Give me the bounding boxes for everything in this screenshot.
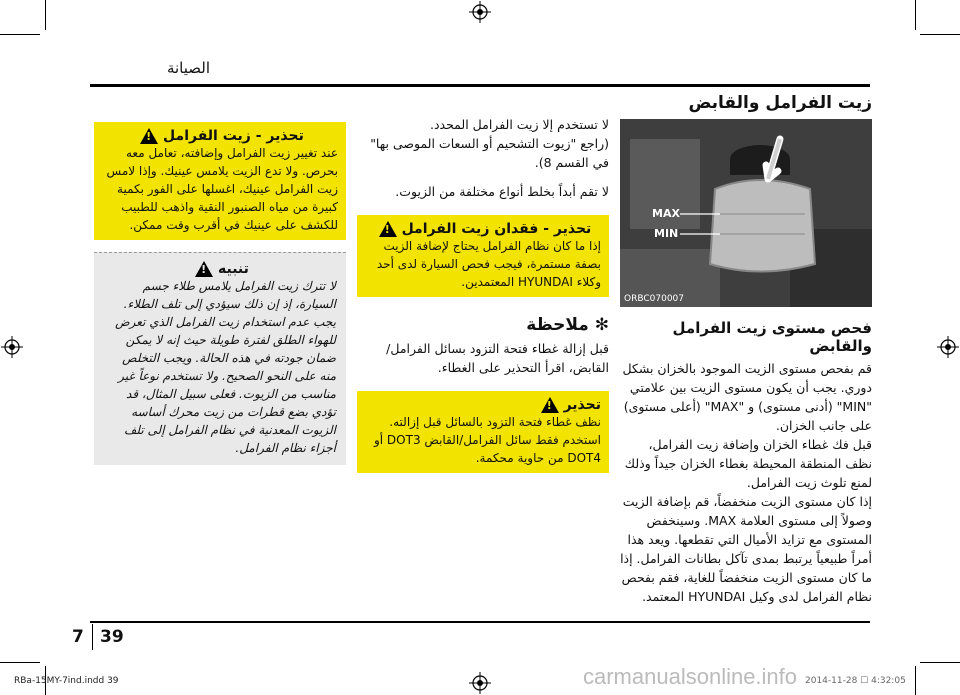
section-header: الصيانة xyxy=(166,59,210,77)
no-mix-text: لا تقم أبداً بخلط أنواع مختلفة من الزيوت. xyxy=(395,184,609,199)
warning-text: إذا ما كان نظام الفرامل يحتاج لإضافة الزيت بصفة مستمرة، فيجب فحص السيارة لدى أحد وكلاء HYUNDAI المعتمدين. xyxy=(376,239,601,289)
crop-mark xyxy=(920,34,960,35)
print-stamp: 2014-11-28 ☐ 4:32:05 xyxy=(805,676,906,686)
photo-code: ORBC070007 xyxy=(624,294,684,304)
registration-mark-icon xyxy=(469,672,491,694)
refer-text: (راجع "زيوت التشحيم أو السعات الموصى بها" في القسم 8). xyxy=(370,136,609,170)
brake-fluid-warning-box xyxy=(94,122,346,240)
caution-title: تنبيه xyxy=(217,261,249,277)
warning-triangle-icon xyxy=(541,397,559,413)
watermark: carmanualsonline.info xyxy=(583,664,798,689)
middle-column xyxy=(357,115,609,473)
caution-triangle-icon xyxy=(195,261,213,277)
page-divider xyxy=(92,624,93,650)
file-slug: RBa-15MY-7ind.indd 39 xyxy=(14,676,119,686)
registration-mark-icon xyxy=(469,1,491,23)
registration-mark-icon xyxy=(937,336,959,358)
right-column xyxy=(620,93,872,606)
left-column xyxy=(94,122,346,465)
crop-mark xyxy=(0,662,40,663)
note-text: قبل إزالة غطاء فتحة التزود بسائل الفرامل/القابض، اقرأ التحذير على الغطاء. xyxy=(386,341,609,375)
warning-triangle-icon xyxy=(140,128,158,144)
crop-mark xyxy=(45,0,46,30)
page-number: 39 xyxy=(100,627,124,647)
crop-mark xyxy=(920,662,960,663)
crop-mark xyxy=(915,666,916,695)
warning-triangle-icon xyxy=(379,221,397,237)
header-rule xyxy=(90,84,870,87)
clean-paragraph: قبل فك غطاء الخزان وإضافة زيت الفرامل، نظف المنطقة المحيطة بغطاء الخزان جيداً وذلك لمنع تلوث زيت الفرامل. xyxy=(624,437,872,490)
crop-mark xyxy=(0,34,40,35)
chapter-number: 7 xyxy=(72,627,84,647)
caution-text: لا تترك زيت الفرامل يلامس طلاء جسم السيارة، إذ إن ذلك سيؤدي إلى تلف الطلاء. يجب عدم استخدام زيت الفرامل الذي تعرض للهواء الطلق لفترة طويلة حيث إنه لا يمكن ضمان جودته في هذه الحالة. ويجب التخلص منه على النحو الصحيح. ولا تستخدم نوعاً غير مناسب من الزيوت. فعلى سبيل المثال، قد تؤدي بضع قطرات من زيت محرك أساسه الزيوت المعدنية في نظام الفرامل إلى تلف أجزاء نظام الفرامل. xyxy=(115,279,336,455)
note-title: ✻ ملاحظة xyxy=(526,315,609,335)
warning-title: تحذير - فقدان زيت الفرامل xyxy=(401,221,592,237)
use-specified-text: لا تستخدم إلا زيت الفرامل المحدد. xyxy=(430,117,609,132)
cap-warning-box xyxy=(357,391,609,473)
fluid-loss-warning-box xyxy=(357,215,609,297)
footer-rule xyxy=(90,621,870,623)
cap-warning-title: تحذير xyxy=(563,397,601,413)
max-label: MAX xyxy=(652,207,680,220)
brake-warning-text: عند تغيير زيت الفرامل وإضافته، تعامل معه بحرص. ولا تدع الزيت يلامس عينيك. وإذا لامس زيت الفرامل عينيك، اغسلها على الفور بكمية كبيرة من مياه الصنبور النقية واذهب للطبيب للكشف على عينيك في أقرب وقت ممكن. xyxy=(106,146,338,232)
brake-warning-title: تحذير - زيت الفرامل xyxy=(163,128,304,144)
low-level-paragraph: إذا كان مستوى الزيت منخفضاً، قم بإضافة الزيت وصولاً إلى مستوى العلامة MAX. وسينخفض المستوى مع تزايد الأميال التي تقطعها. ويعد هذا أمراً طبيعياً يرتبط بمدى تآكل بطانات الفرامل. إذا ما كان مستوى الزيت منخفضاً للغاية، فقم بفحص نظام الفرامل لدى وكيل HYUNDAI المعتمد. xyxy=(620,494,872,604)
section-title: زيت الفرامل والقابض xyxy=(688,93,872,113)
check-subtitle: فحص مستوى زيت الفرامل والقابض xyxy=(672,319,872,355)
min-label: MIN xyxy=(654,227,679,240)
caution-box xyxy=(94,252,346,465)
registration-mark-icon xyxy=(1,336,23,358)
reservoir-photo xyxy=(620,119,872,307)
check-paragraph: قم بفحص مستوى الزيت الموجود بالخزان بشكل دوري. يجب أن يكون مستوى الزيت بين علامتي "MIN" (أدنى مستوى) و "MAX" (أعلى مستوى) على جانب الخزان. xyxy=(622,361,872,433)
crop-mark xyxy=(915,0,916,30)
cap-warning-text: نظف غطاء فتحة التزود بالسائل قبل إزالته. استخدم فقط سائل الفرامل/القابض DOT3 أو DOT4 من حاوية محكمة. xyxy=(373,415,601,465)
